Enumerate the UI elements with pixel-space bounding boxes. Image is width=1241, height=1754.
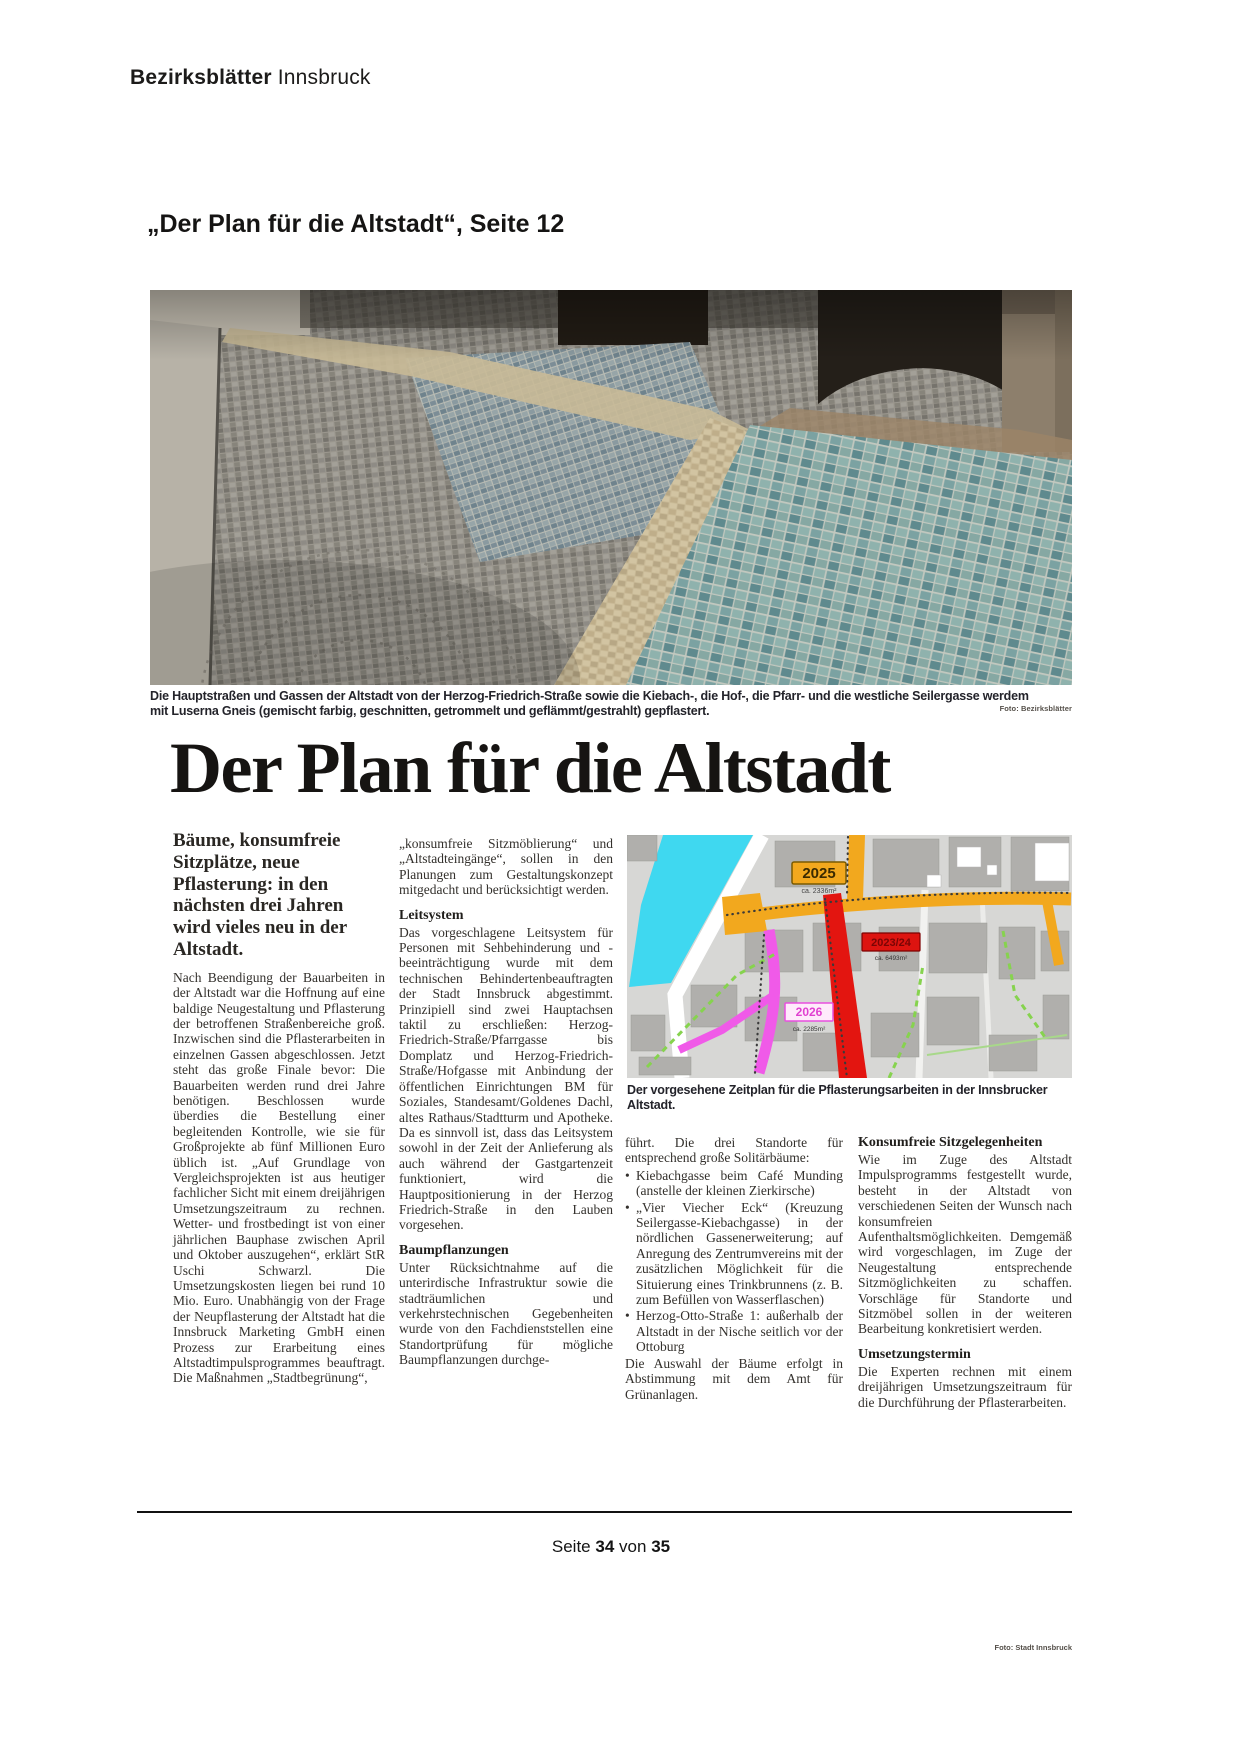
- photo-credit: Foto: Bezirksblätter: [999, 704, 1072, 713]
- article-column-3: [625, 1135, 843, 1411]
- footer-prefix: Seite: [551, 1537, 591, 1556]
- article-column-1: [173, 830, 385, 1395]
- document-title: „Der Plan für die Altstadt“, Seite 12: [147, 210, 565, 238]
- col1-body: Nach Beendigung der Bauarbeiten in der Altstadt war die Hoffnung auf eine baldige Neugestaltung und Pflasterung der betroffenen Straßenbereiche groß. Inzwischen sind die Pflasterarbeiten in einzelnen Gassen abgeschlossen. Jetzt steht das große Finale bevor: Die Bauarbeiten werden rund drei Jahre benötigen. Beschlossen wurde überdies die Bestellung einer begleitenden Kontrolle, wie sie für Großprojekte ab fünf Millionen Euro üblich ist. „Auf Grundlage von Vergleichsprojekten ist aus heutiger fachlicher Sicht mit einem dreijährigen Umsetzungszeitraum zu rechnen. Wetter- und frostbedingt ist von einer jährlichen Bauphase zwischen April und Oktober auszugehen“, erklärt StR Uschi Schwarzl. Die Umsetzungskosten liegen bei rund 10 Mio. Euro. Unabhängig von der Frage der Neupflasterung der Altstadt hat die Innsbruck Marketing GmbH einen Prozess zur Erarbeitung eines Altstadtimpulsprogrammes beauftragt. Die Maßnahmen „Stadtbegrünung“,: [173, 969, 385, 1386]
- subheading-umsetzungstermin: Umsetzungstermin: [858, 1346, 971, 1362]
- map-label-2025-area: ca. 2336m²: [801, 888, 837, 895]
- footer-page-number: 34: [595, 1537, 615, 1556]
- list-item: • „Vier Viecher Eck“ (Kreuzung Seilergasse-Kiebachgasse) in der nördlichen Gassenerweiterung; auf Anregung des Zentrumvereins mit der zusätzlichen Möglichkeit für die Situierung eines Trinkbrunnens (z. B. zum Befüllen von Wasserflaschen): [625, 1200, 843, 1308]
- schedule-map-image: [627, 835, 1072, 1078]
- col2-para1: „konsumfreie Sitzmöblierung“ und „Altstadteingänge“, sollen in den Planungen zum Gestaltungskonzept mitgedacht und berücksichtigt werden.: [399, 836, 613, 898]
- map-credit: Foto: Stadt Innsbruck: [994, 1643, 1072, 1652]
- col3-para1: führt. Die drei Standorte für entsprechend große Solitärbäume:: [625, 1135, 843, 1166]
- list-item: • Herzog-Otto-Straße 1: außerhalb der Altstadt in der Nische seitlich vor der Ottoburg: [625, 1308, 843, 1354]
- publication-name: Bezirksblätter: [130, 66, 272, 89]
- footer-total-pages: 35: [651, 1537, 671, 1556]
- map-label-2023-24-text: 2023/24: [871, 937, 911, 949]
- map-label-2023-24-area: ca. 6493m²: [874, 955, 908, 962]
- publication-location: Innsbruck: [277, 66, 371, 89]
- photo-caption: [150, 689, 1072, 719]
- pavement-photo: [150, 290, 1072, 685]
- article-column-2: [399, 836, 613, 1377]
- article-lead: Bäume, konsumfreie Sitzplätze, neue Pflasterung: in den nächsten drei Jahren wird vieles neu in der Altstadt.: [173, 830, 347, 960]
- map-label-2026-area: ca. 2285m²: [792, 1026, 826, 1033]
- col4-para2: Die Experten rechnen mit einem dreijährigen Umsetzungszeitraum für die Durchführung der Pflasterarbeiten.: [858, 1363, 1072, 1410]
- pavement-photo-image: [150, 290, 1072, 685]
- tree-locations-list: [625, 1168, 843, 1355]
- col4-para1: Wie im Zuge des Altstadt Impulsprogramms festgestellt wurde, besteht in der Altstadt von verschiedenen Seiten der Wunsch nach konsumfreien Aufenthaltsmöglichkeiten. Demgemäß wird vorgeschlagen, im Zuge der Neugestaltung entsprechende Sitzmöglichkeiten zu schaffen. Vorschläge für Standorte und Sitzmöbel sollen in der weiteren Bearbeitung konkretisiert werden.: [858, 1152, 1072, 1337]
- article-column-4: [858, 1135, 1072, 1419]
- page-header: [130, 66, 371, 90]
- subheading-sitzgelegenheiten: Konsumfreie Sitzgelegenheiten: [858, 1135, 1043, 1150]
- map-label-2026-text: 2026: [795, 1005, 823, 1019]
- col2-para2: Das vorgeschlagene Leitsystem für Personen mit Sehbehinderung und -beeinträchtigung wurde mit dem technischen Behindertenbeauftragten der Stadt Innsbruck abgestimmt. Prinzipiell sind zwei Hauptachsen taktil zu erschließen: Herzog-Friedrich-Straße/Pfarrgasse bis Domplatz und Herzog-Friedrich-Straße/Hofgasse mit Anbindung der öffentlichen Einrichtungen BM für Soziales, Standesamt/Goldenes Dachl, altes Rathaus/Stadtturm und Apotheke. Da es sinnvoll ist, dass das Leitsystem sowohl in der Zeit der Anlieferung als auch während der Gastgartenzeit funktioniert, wird die Hauptpositionierung in der Herzog Friedrich-Straße in den Lauben vorgesehen.: [399, 924, 613, 1233]
- col2-para3: Unter Rücksichtnahme auf die unterirdische Infrastruktur sowie die stadträumlichen und verkehrstechnischen Gegebenheiten wurde von den Fachdienststellen eine Standortprüfung für mögliche Baumpflanzungen durchge-: [399, 1259, 613, 1368]
- page-footer: [150, 1537, 1072, 1557]
- map-caption: Der vorgesehene Zeitplan für die Pflasterungsarbeiten in der Innsbrucker Altstadt.: [627, 1083, 1048, 1112]
- article-headline: Der Plan für die Altstadt: [170, 728, 890, 808]
- subheading-baumpflanzungen: Baumpflanzungen: [399, 1242, 509, 1258]
- col3-para2: Die Auswahl der Bäume erfolgt in Abstimmung mit dem Amt für Grünanlagen.: [625, 1355, 843, 1402]
- photo-caption-line1: Die Hauptstraßen und Gassen der Altstadt von der Herzog-Friedrich-Straße sowie die Kiebach-, die Hof-, die Pfarr- und die westliche Seilergasse werdem: [150, 689, 1029, 703]
- photo-caption-line2: mit Luserna Gneis (gemischt farbig, geschnitten, getrommelt und geflämmt/gestrahlt) gepflastert.: [150, 704, 710, 718]
- bottom-rule: [137, 1511, 1072, 1513]
- footer-of: von: [619, 1537, 647, 1556]
- list-item: • Kiebachgasse beim Café Munding (anstelle der kleinen Zierkirsche): [625, 1168, 843, 1199]
- map-label-2025-text: 2025: [802, 865, 836, 882]
- subheading-leitsystem: Leitsystem: [399, 907, 464, 923]
